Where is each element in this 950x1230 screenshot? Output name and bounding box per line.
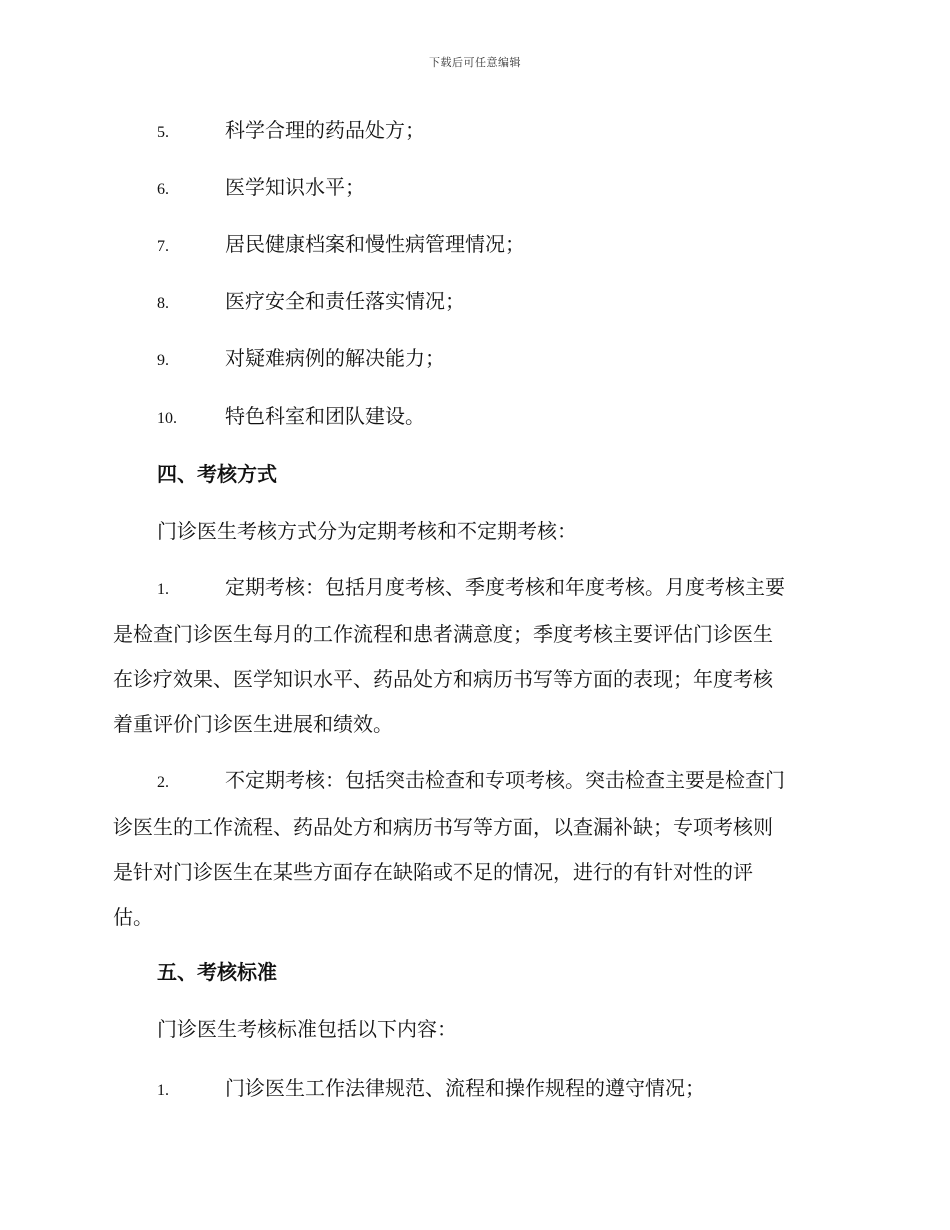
- list-item: [157, 1073, 837, 1106]
- list-number: 8.: [157, 295, 169, 312]
- list-text: 医学知识水平；: [225, 175, 365, 199]
- list-text: 特色科室和团队建设。: [225, 404, 425, 428]
- list-number: 6.: [157, 181, 169, 198]
- list-item: [157, 343, 837, 376]
- paragraph-line: 是检查门诊医生每月的工作流程和患者满意度；季度考核主要评估门诊医生: [113, 622, 773, 646]
- section-intro: 门诊医生考核标准包括以下内容：: [157, 1017, 457, 1041]
- list-item: [113, 758, 835, 940]
- paragraph-line: 诊医生的工作流程、药品处方和病历书写等方面，以查漏补缺；专项考核则: [113, 815, 773, 839]
- paragraph-line: 着重评价门诊医生进展和绩效。: [113, 712, 393, 736]
- list-item: [157, 115, 837, 148]
- list-number: 9.: [157, 352, 169, 369]
- list-text: 医疗安全和责任落实情况；: [225, 289, 465, 313]
- paragraph-line: 不定期考核：包括突击检查和专项考核。突击检查主要是检查门: [225, 768, 785, 792]
- list-text: 科学合理的药品处方；: [225, 118, 425, 142]
- list-number: 1.: [157, 581, 169, 598]
- paragraph-line: 是针对门诊医生在某些方面存在缺陷或不足的情况，进行的有针对性的评: [113, 860, 753, 884]
- list-number: 2.: [157, 774, 169, 791]
- list-number: 10.: [157, 410, 177, 427]
- list-text: 门诊医生工作法律规范、流程和操作规程的遵守情况；: [225, 1076, 705, 1100]
- list-item: [157, 286, 837, 319]
- list-number: 5.: [157, 124, 169, 141]
- paragraph-line: 定期考核：包括月度考核、季度考核和年度考核。月度考核主要: [225, 575, 785, 599]
- paragraph-line: 估。: [113, 905, 153, 929]
- section-intro: 门诊医生考核方式分为定期考核和不定期考核：: [157, 519, 577, 543]
- list-item: [113, 565, 835, 747]
- list-number: 7.: [157, 238, 169, 255]
- list-number: 1.: [157, 1082, 169, 1099]
- page-header: 下载后可任意编辑: [429, 56, 521, 69]
- list-item: [157, 401, 837, 434]
- list-item: [157, 229, 837, 262]
- list-text: 居民健康档案和慢性病管理情况；: [225, 232, 525, 256]
- list-item: [157, 172, 837, 205]
- list-text: 对疑难病例的解决能力；: [225, 346, 445, 370]
- section-heading: 四、考核方式: [157, 462, 277, 486]
- paragraph-line: 在诊疗效果、医学知识水平、药品处方和病历书写等方面的表现；年度考核: [113, 667, 773, 691]
- section-heading: 五、考核标准: [157, 960, 277, 984]
